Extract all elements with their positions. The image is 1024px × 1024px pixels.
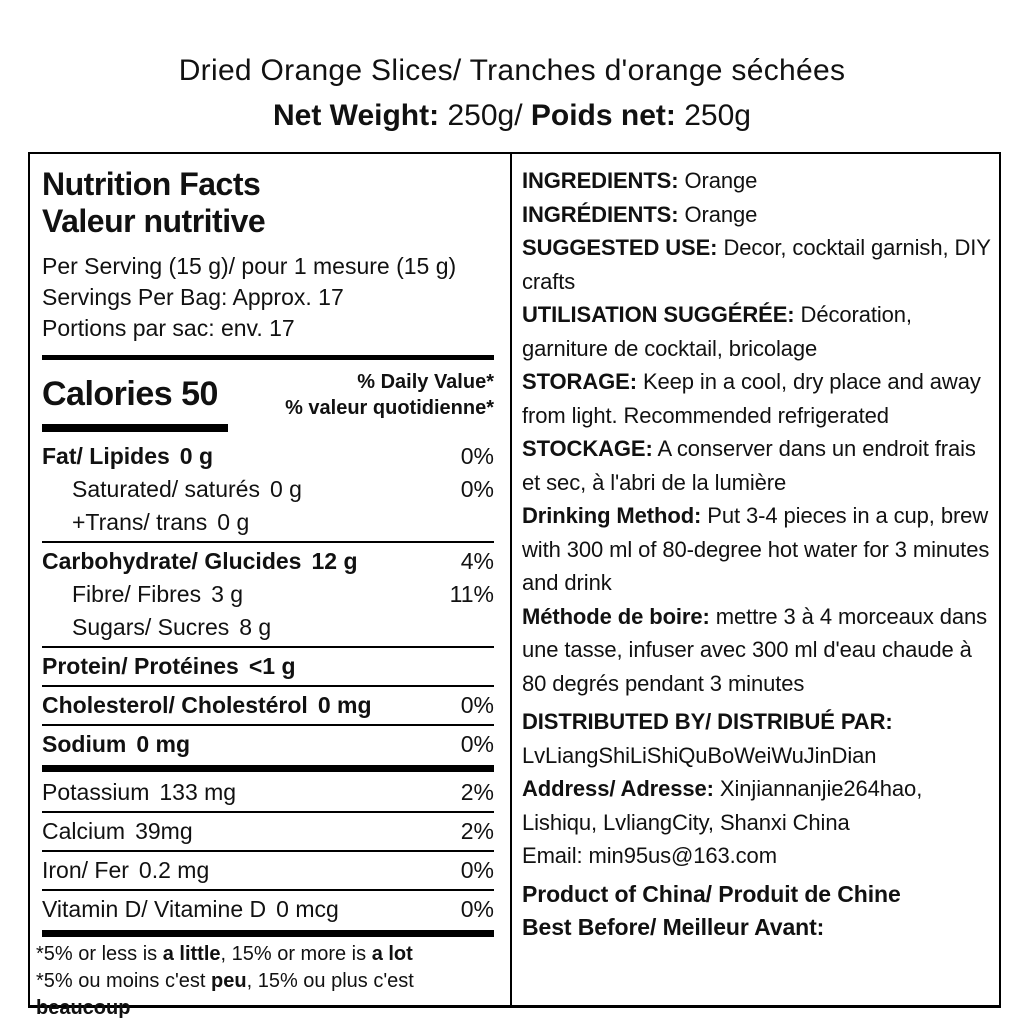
nutrient-row-vitamin-d [42, 893, 494, 926]
daily-value-header [285, 367, 494, 421]
servings-per-bag-fr: Portions par sac: env. 17 [42, 315, 295, 341]
serving-info [42, 251, 494, 344]
nutrition-facts-panel [30, 154, 512, 1019]
section-heading: Drinking Method: [522, 503, 702, 528]
nutrient-dv: 0% [460, 476, 494, 502]
section-storage-en [522, 365, 993, 432]
nutrient-label: Protein/ Protéines [42, 653, 239, 679]
nutrient-label: Iron/ Fer [42, 857, 129, 883]
daily-value-header-fr: % valeur quotidienne* [285, 397, 494, 419]
section-ingredients-fr [522, 198, 993, 232]
section-distributed-by [522, 705, 993, 772]
nutrient-row-iron [42, 854, 494, 887]
divider-thin [42, 541, 494, 543]
nutrient-name [72, 506, 249, 539]
nutrient-label: Cholesterol/ Cholestérol [42, 692, 308, 718]
nutrient-row-carbohydrate [42, 545, 494, 578]
section-heading: Email: [522, 843, 583, 868]
nutrient-dv: 4% [460, 548, 494, 574]
nutrient-name [42, 650, 296, 683]
divider-thick [42, 930, 494, 937]
nutrient-label: Fat/ Lipides [42, 443, 170, 469]
footnote-text: *5% ou moins c'est [36, 970, 212, 992]
nutrient-amount: 0 g [179, 443, 214, 469]
section-ingredients-en [522, 164, 993, 198]
section-heading: INGRÉDIENTS: [522, 201, 679, 227]
nutrient-amount: 0 mg [136, 731, 191, 757]
section-drinking-method-fr [522, 600, 993, 701]
label-header [0, 0, 1024, 133]
nutrition-facts-title-en: Nutrition Facts [42, 166, 261, 202]
nutrient-label: +Trans/ trans [72, 509, 208, 535]
net-weight-value-fr: 250g [684, 99, 751, 132]
product-info-panel [512, 154, 999, 1005]
section-text: Orange [684, 168, 758, 193]
section-text: Xinjiannanjie264hao, Lishiqu, LvliangCity, Shanxi China [522, 776, 923, 835]
nutrient-dv: 11% [449, 581, 494, 607]
divider-thin [42, 724, 494, 726]
footnote-emphasis: a little [162, 943, 221, 965]
nutrient-row-saturated [42, 473, 494, 506]
section-heading: DISTRIBUTED BY/ DISTRIBUÉ PAR: [522, 709, 893, 734]
net-weight-label-fr: Poids net: [530, 99, 676, 132]
section-heading: Address/ Adresse: [522, 776, 714, 801]
nutrient-label: Potassium [42, 779, 150, 805]
nutrient-row-potassium [42, 776, 494, 809]
nutrient-name [42, 440, 213, 473]
nutrient-dv: 0% [460, 857, 494, 883]
nutrient-dv: 2% [460, 818, 494, 844]
nutrient-row-fat [42, 440, 494, 473]
footnote-text: , 15% ou plus c'est [246, 970, 414, 992]
section-suggested-use-en [522, 231, 993, 298]
label-panel [28, 152, 1001, 1019]
nutrition-facts-title-fr: Valeur nutritive [42, 203, 266, 239]
daily-value-footnotes [36, 941, 494, 1022]
nutrient-row-sodium [42, 728, 494, 761]
section-heading: SUGGESTED USE: [522, 235, 718, 260]
nutrient-name [72, 611, 271, 644]
nutrient-amount: 12 g [311, 548, 358, 574]
nutrient-dv: 0% [460, 731, 494, 757]
nutrient-name [42, 728, 190, 761]
nutrient-label: Calcium [42, 818, 126, 844]
section-text: Decor, cocktail garnish, DIY crafts [522, 235, 991, 294]
nutrient-amount: 3 g [211, 581, 244, 607]
product-title: Dried Orange Slices/ Tranches d'orange séchées [178, 54, 846, 87]
nutrient-label: Sugars/ Sucres [72, 614, 230, 640]
section-text: Orange [684, 201, 758, 227]
section-storage-fr [522, 432, 993, 499]
nutrient-name [72, 578, 243, 611]
nutrient-name [42, 545, 358, 578]
section-text: Keep in a cool, dry place and away from light. Recommended refrigerated [522, 369, 981, 428]
footnote-emphasis: beaucoup [36, 997, 131, 1019]
daily-value-header-en: % Daily Value* [357, 371, 494, 393]
nutrient-label: Fibre/ Fibres [72, 581, 202, 607]
footnote-fr [36, 968, 494, 1022]
nutrient-dv: 0% [460, 896, 494, 922]
divider-thick [42, 355, 494, 360]
calories-word: Calories [42, 375, 173, 413]
net-weight-value-en: 250g/ [447, 99, 523, 132]
section-heading: UTILISATION SUGGÉRÉE: [522, 302, 795, 327]
nutrient-amount: 0 mg [317, 692, 372, 718]
section-text: Décoration, garniture de cocktail, bricolage [522, 302, 912, 361]
nutrient-label: Vitamin D/ Vitamine D [42, 896, 267, 922]
section-heading: STORAGE: [522, 369, 637, 394]
section-suggested-use-fr [522, 298, 993, 365]
nutrient-row-protein [42, 650, 494, 683]
section-product-of-china [522, 878, 993, 912]
nutrient-amount: 0 g [217, 509, 250, 535]
nutrient-amount: 39mg [135, 818, 193, 844]
nutrient-row-trans [42, 506, 494, 539]
section-heading: STOCKAGE: [522, 436, 653, 461]
section-heading: Best Before/ Meilleur Avant: [522, 914, 825, 940]
section-text: mettre 3 à 4 morceaux dans une tasse, infuser avec 300 ml d'eau chaude à 80 degrés pendant 3 minutes [522, 603, 988, 696]
nutrient-name [42, 689, 372, 722]
nutrient-dv: 0% [460, 692, 494, 718]
nutrient-label: Carbohydrate/ Glucides [42, 548, 302, 574]
divider-thin [42, 889, 494, 891]
nutrient-amount: 8 g [239, 614, 272, 640]
nutrient-amount: 0 g [269, 476, 302, 502]
nutrient-amount: 0 mcg [276, 896, 339, 922]
divider-thin [42, 685, 494, 687]
email-address: min95us@163.com [588, 843, 777, 868]
nutrient-row-calcium [42, 815, 494, 848]
section-best-before [522, 911, 993, 945]
footnote-emphasis: a lot [371, 943, 413, 965]
nutrient-amount: 133 mg [159, 779, 237, 805]
nutrient-name [42, 854, 209, 887]
nutrient-table [42, 440, 494, 937]
nutrient-dv: 0% [460, 443, 494, 469]
footnote-text: *5% or less is [36, 943, 163, 965]
footnote-emphasis: peu [211, 970, 247, 992]
nutrient-name [42, 893, 339, 926]
footnote-text: , 15% or more is [220, 943, 372, 965]
divider-thick [42, 765, 494, 772]
nutrient-amount: <1 g [248, 653, 296, 679]
section-address [522, 772, 993, 839]
divider-thin [42, 850, 494, 852]
section-heading: INGREDIENTS: [522, 168, 679, 193]
calories-underline [42, 424, 228, 432]
nutrient-label: Sodium [42, 731, 127, 757]
nutrient-amount: 0.2 mg [138, 857, 210, 883]
nutrition-facts-title [42, 166, 494, 240]
net-weight-line [0, 99, 1024, 133]
section-text: Put 3-4 pieces in a cup, brew with 300 ml of 80-degree hot water for 3 minutes and drink [522, 503, 990, 595]
section-heading: Méthode de boire: [522, 603, 710, 629]
nutrient-name [42, 815, 193, 848]
divider-thin [42, 646, 494, 648]
section-text: A conserver dans un endroit frais et sec, à l'abri de la lumière [522, 436, 976, 495]
nutrient-label: Saturated/ saturés [72, 476, 260, 502]
section-email [522, 839, 993, 873]
section-text: LvLiangShiLiShiQuBoWeiWuJinDian [522, 742, 877, 768]
divider-thin [42, 811, 494, 813]
nutrient-name [72, 473, 302, 506]
calories-value: 50 [181, 375, 218, 413]
calories-row [42, 367, 494, 421]
nutrient-row-sugars [42, 611, 494, 644]
nutrient-name [42, 776, 236, 809]
net-weight-label-en: Net Weight: [273, 99, 440, 132]
calories-label [42, 367, 218, 421]
nutrient-dv: 2% [460, 779, 494, 805]
nutrient-row-cholesterol [42, 689, 494, 722]
nutrient-row-fibre [42, 578, 494, 611]
serving-size-line: Per Serving (15 g)/ pour 1 mesure (15 g) [42, 253, 457, 279]
servings-per-bag-en: Servings Per Bag: Approx. 17 [42, 284, 344, 310]
section-drinking-method-en [522, 499, 993, 600]
section-heading: Product of China/ Produit de Chine [522, 880, 901, 907]
footnote-en [36, 941, 494, 968]
